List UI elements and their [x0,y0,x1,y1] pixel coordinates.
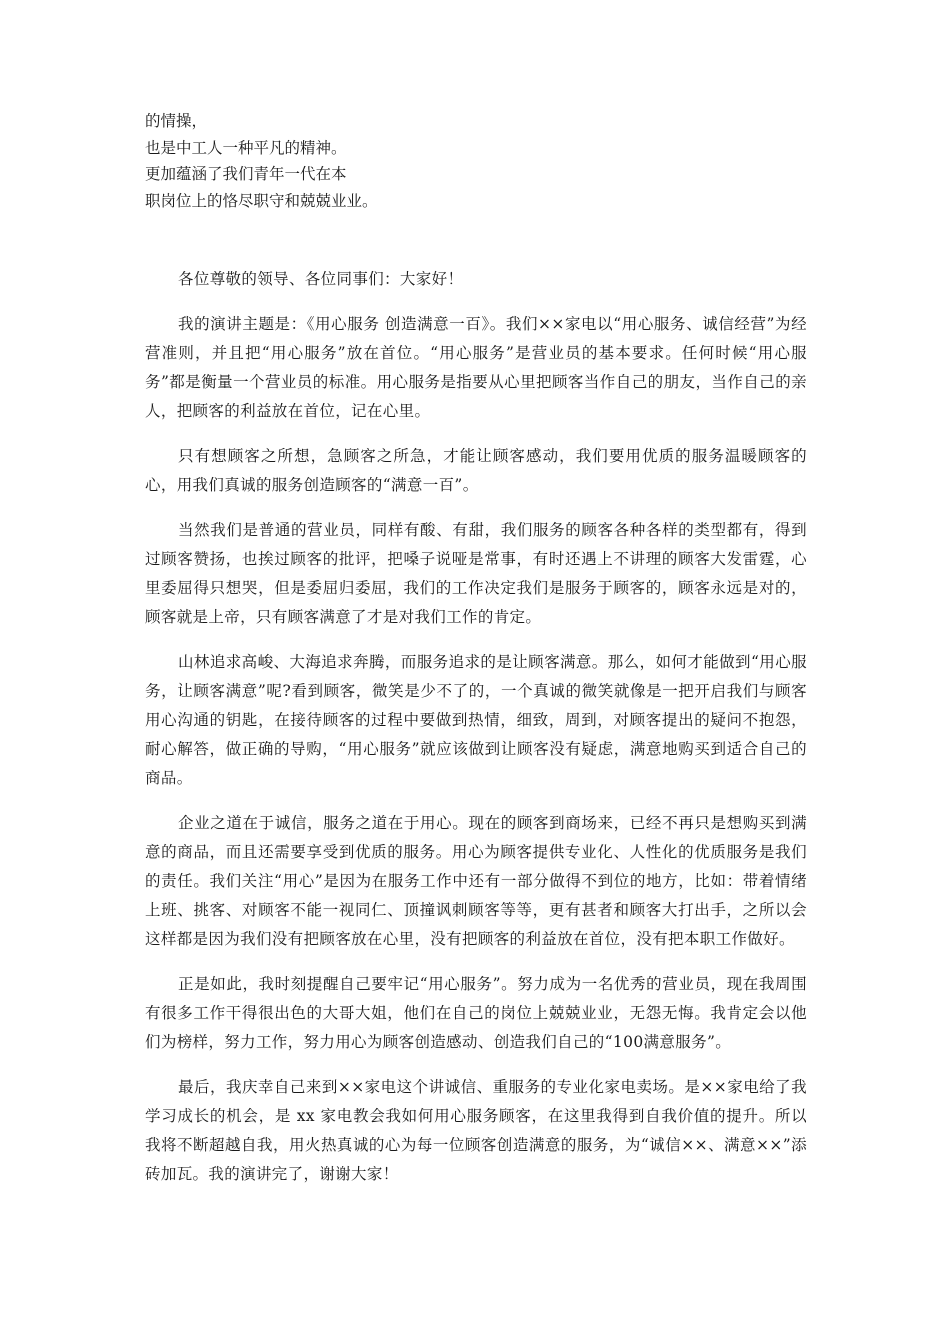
intro-poem [145,108,807,214]
intro-line: 职岗位上的恪尽职守和兢兢业业。 [145,191,378,210]
paragraph: 企业之道在于诚信，服务之道在于用心。现在的顾客到商场来，已经不再只是想购买到满意的商品，而且还需要享受到优质的服务。用心为顾客提供专业化、人性化的优质服务是我们的责任。我们关注“用心”是因为在服务工作中还有一部分做得不到位的地方，比如：带着情绪上班、挑客、对顾客不能一视同仁、顶撞讽刺顾客等等，更有甚者和顾客大打出手，之所以会这样都是因为我们没有把顾客放在心里，没有把顾客的利益放在首位，没有把本职工作做好。 [145,814,807,948]
intro-line: 的情操， [145,112,208,130]
paragraph: 只有想顾客之所想，急顾客之所急，才能让顾客感动，我们要用优质的服务温暖顾客的心，用我们真诚的服务创造顾客的“满意一百”。 [145,447,807,494]
paragraph: 最后，我庆幸自己来到××家电这个讲诚信、重服务的专业化家电卖场。是××家电给了我学习成长的机会，是 xx 家电教会我如何用心服务顾客，在这里我得到自我价值的提升。所以我将不断超越自我，用火热真诚的心为每一位顾客创造满意的服务，为“诚信××、满意××”添砖加瓦。我的演讲完了，谢谢大家！ [145,1078,807,1183]
speech-body [145,265,807,1189]
paragraph: 山林追求高峻、大海追求奔腾，而服务追求的是让顾客满意。那么，如何才能做到“用心服务，让顾客满意”呢?看到顾客，微笑是少不了的，一个真诚的微笑就像是一把开启我们与顾客用心沟通的钥匙，在接待顾客的过程中要做到热情，细致，周到，对顾客提出的疑问不抱怨，耐心解答，做正确的导购，“用心服务”就应该做到让顾客没有疑虑，满意地购买到适合自己的商品。 [145,653,807,787]
paragraph: 当然我们是普通的营业员，同样有酸、有甜，我们服务的顾客各种各样的类型都有，得到过顾客赞扬，也挨过顾客的批评，把嗓子说哑是常事，有时还遇上不讲理的顾客大发雷霆，心里委屈得只想哭，但是委屈归委屈，我们的工作决定我们是服务于顾客的，顾客永远是对的，顾客就是上帝，只有顾客满意了才是对我们工作的肯定。 [145,521,807,626]
paragraph: 我的演讲主题是：《用心服务 创造满意一百》。我们××家电以“用心服务、诚信经营”为经营准则，并且把“用心服务”放在首位。“用心服务”是营业员的基本要求。任何时候“用心服务”都是衡量一个营业员的标准。用心服务是指要从心里把顾客当作自己的朋友，当作自己的亲人，把顾客的利益放在首位，记在心里。 [145,315,807,420]
intro-line: 更加蕴涵了我们青年一代在本 [145,165,347,183]
greeting: 各位尊敬的领导、各位同事们：大家好！ [178,270,464,288]
document-page [145,108,807,1205]
paragraph: 正是如此，我时刻提醒自己要牢记“用心服务”。努力成为一名优秀的营业员，现在我周围有很多工作干得很出色的大哥大姐，他们在自己的岗位上兢兢业业，无怨无悔。我肯定会以他们为榜样，努力工作，努力用心为顾客创造感动、创造我们自己的“100满意服务”。 [145,975,807,1051]
intro-line: 也是中工人一种平凡的精神。 [145,138,347,157]
